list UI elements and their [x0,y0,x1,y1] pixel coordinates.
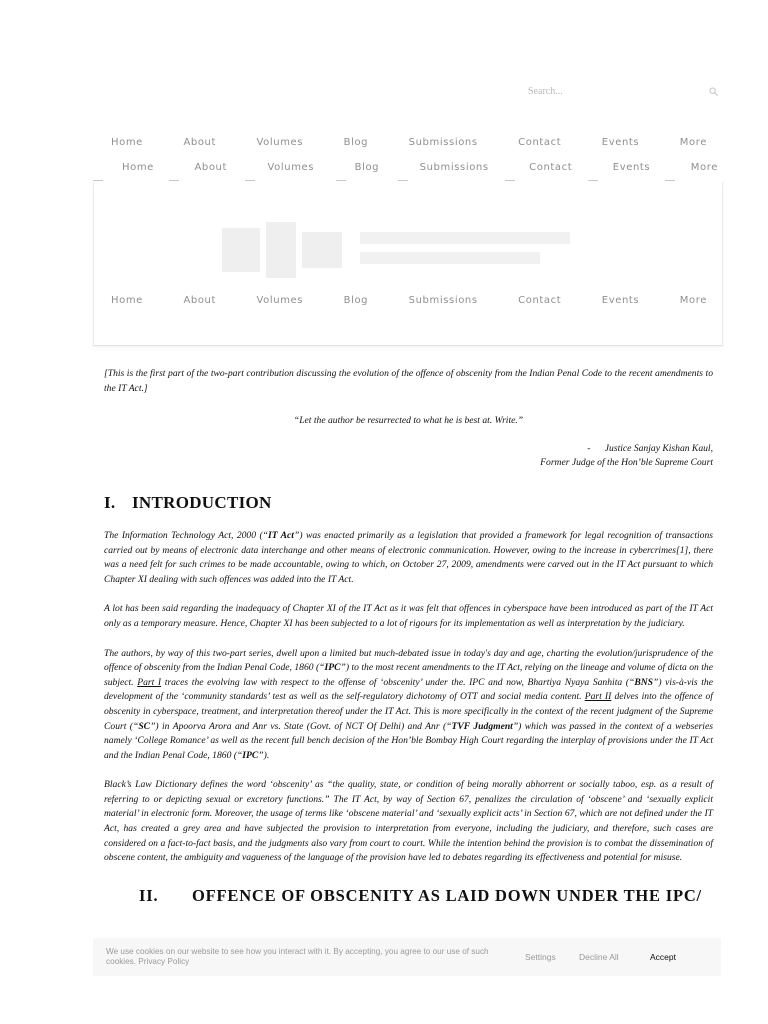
defined-term: IT Act [267,529,294,541]
section-title: INTRODUCTION [132,492,272,512]
text: delves into the offence of obscenity in cyberspace, treatment, and interpretation thereof under the IT Act. This is more specifically in the context of the recent judgment of the Supreme Court (“ [104,691,713,732]
attribution-title: Former Judge of the Hon’ble Supreme Court [540,457,713,469]
cookie-decline-button[interactable]: Decline All [579,952,619,962]
nav-about[interactable]: About [183,137,217,148]
nav-volumes[interactable]: Volumes [267,162,315,173]
defined-term: SC [138,720,151,732]
paragraph [104,647,713,764]
sticky-nav [122,162,718,173]
main-nav [111,137,707,148]
nav-events[interactable]: Events [612,162,651,173]
search-input[interactable]: Search... [528,85,563,97]
section-number: I. [104,492,116,512]
text: traces the evolving law with respect to the offense of ‘obscenity’ under the. IPC and now, Bhartiya Nyaya Sanhita (“ [161,676,635,688]
nav-more[interactable]: More [679,295,707,306]
nav-home[interactable]: Home [111,295,143,306]
nav-volumes[interactable]: Volumes [256,295,304,306]
attribution-name: - Justice Sanjay Kishan Kaul, [587,442,713,454]
part-ii-link[interactable]: Part II [584,691,612,703]
text: The Information Technology Act, 2000 (“ [104,529,268,541]
nav-submissions[interactable]: Submissions [419,162,489,173]
nav-blog[interactable]: Blog [354,162,380,173]
paragraph: A lot has been said regarding the inadequacy of Chapter XI of the IT Act as it was felt that offences in cyberspace have been introduced as part of the IT Act only as a temporary measure. Hence, Chapter XI has been subjected to a lot of rigours for its implementation as well as interpretation by the judiciary. [104,603,713,629]
part-i-link[interactable]: Part I [137,676,162,688]
cookie-settings-button[interactable]: Settings [525,952,556,962]
nav-events[interactable]: Events [601,137,640,148]
paragraph [104,529,713,587]
cookie-message: We use cookies on our website to see how you interact with it. By accepting, you agree to our use of such cookies. Privacy Policy [106,947,489,966]
nav-submissions[interactable]: Submissions [408,137,478,148]
text: ”) was enacted primarily as a legislation that provided a framework for legal recognition of transactions carried out by means of electronic data interchange and other means of electronic communication. However, owing to the increase in cybercrimes[1], there was a need felt for such crimes to be made accountable, owing to which, on October 27, 2009, amendments were carved out in the IT Act pursuant to which Chapter XI dealing with such offences was added into the IT Act. [104,529,713,585]
text: ”) to the most recent amendments to the IT Act, relying on the lineage and volume of dicta on the subject. [104,662,713,688]
nav-submissions[interactable]: Submissions [408,295,478,306]
article-body [104,367,713,906]
nav-about[interactable]: About [194,162,228,173]
intro-note: [This is the first part of the two-part contribution discussing the evolution of the offence of obscenity from the Indian Penal Code to the recent amendments to the IT Act.] [104,368,713,394]
section-title: OFFENCE OF OBSCENITY AS LAID DOWN UNDER THE IPC/ [192,885,702,905]
nav-contact[interactable]: Contact [518,137,562,148]
paragraph: Black’s Law Dictionary defines the word ‘obscenity’ as “the quality, state, or condition of being morally abhorrent or socially taboo, esp. as a result of referring to or depicting sexual or excretory functions.” The IT Act, by way of Section 67, penalizes the circulation of ‘obscene’ and ‘sexually explicit material’ in electronic form. Moreover, the usage of terms like ‘obscene material’ and ‘sexually explicit acts’ in Section 67, which are not defined under the IT Act, has created a grey area and have subjected the provision to interpretation from everyone, including the judiciary, and therefore, such cases are considered on a fact-to-fact basis, and the judgments also vary from court to court. While the intention behind the provision is to combat the dissemination of obscene content, the ambiguity and vagueness of the language of the provision have led to debates regarding its effectiveness and potential for misuse. [104,779,713,864]
section-heading-introduction [104,493,713,513]
search-bar[interactable] [528,80,718,102]
text: ”). [258,749,270,761]
section-heading-offence [104,886,713,906]
nav-home[interactable]: Home [122,162,154,173]
banner-nav [111,295,707,306]
text: ”) which was passed in the context of a webseries namely ‘College Romance’ as well as the recent full bench decision of the Hon’ble Bombay High Court regarding the interplay of provisions under the IT Act and the Indian Penal Code, 1860 (“ [104,720,713,761]
nav-events[interactable]: Events [601,295,640,306]
nav-volumes[interactable]: Volumes [256,137,304,148]
nav-blog[interactable]: Blog [343,295,369,306]
cookie-accept-button[interactable]: Accept [650,952,676,962]
nav-more[interactable]: More [690,162,718,173]
text: The authors, by way of this two-part series, dwell upon a limited but much-debated issue in today's day and age, charting the evolution/jurisprudence of the offence of obscenity from the Indian Penal Code, 1860 (“ [104,647,713,674]
epigraph-attribution [104,442,713,471]
defined-term: IPC [324,662,341,674]
defined-term: TVF Judgment [451,720,513,732]
text: ”) vis-à-vis the development of the ‘community standards’ test as well as the self-regulatory dichotomy of OTT and social media content. [104,676,713,703]
text: ”) in Apoorva Arora and Anr vs. State (Govt. of NCT Of Delhi) and Anr (“ [150,720,452,732]
nav-home[interactable]: Home [111,137,143,148]
cookie-banner [93,938,721,976]
site-logo-wordmark-icon [360,228,570,270]
nav-contact[interactable]: Contact [529,162,573,173]
nav-blog[interactable]: Blog [343,137,369,148]
nav-about[interactable]: About [183,295,217,306]
nav-more[interactable]: More [679,137,707,148]
site-logo-icon[interactable] [222,222,342,278]
section-number: II. [139,885,159,905]
defined-term: BNS [634,676,653,688]
search-icon[interactable] [709,87,718,96]
epigraph-quote: “Let the author be resurrected to what he is best at. Write.” [293,415,524,427]
nav-contact[interactable]: Contact [518,295,562,306]
defined-term: IPC [242,749,259,761]
